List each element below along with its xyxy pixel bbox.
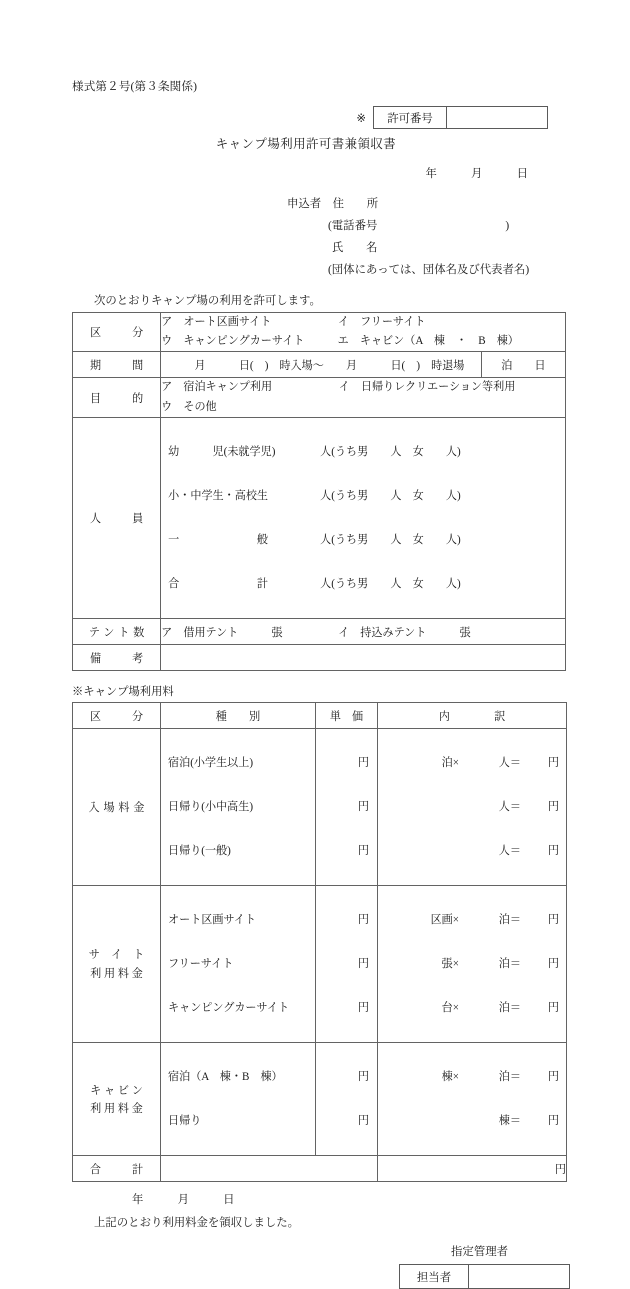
fee-group-label-cabin-line2: 利 用 料 金 [90, 1103, 143, 1116]
applicant-label: 申込者 [287, 198, 322, 210]
row-label-purpose: 目 的 [73, 378, 161, 418]
fee-shubetsu-1-1: フリーサイト [168, 958, 234, 971]
headcount-count-3: 人(うち男 人 女 人) [320, 578, 461, 591]
fee-shubetsu-cell-site [161, 886, 316, 1043]
uchiwake-mid-1-1: 泊＝ [498, 958, 521, 971]
headcount-category-1: 小・中学生・高校生 [168, 490, 269, 503]
fee-tanka-cell-entrance [316, 729, 378, 886]
fee-shubetsu-2-0: 宿泊（A 棟・B 棟） [168, 1071, 283, 1084]
applicant-address-label: 住 所 [332, 198, 379, 210]
applicant-group-note: (団体にあっては、団体名及び代表者名) [328, 263, 530, 276]
permit-number-label: 許可番号 [374, 107, 447, 128]
row-label-period: 期 間 [73, 352, 161, 378]
kubun-option-line-2: ウ キャンピングカーサイト エ キャビン（A 棟 ・ B 棟） [161, 334, 519, 347]
fee-header-tanka: 単 価 [316, 703, 378, 729]
fee-shubetsu-cell-cabin [161, 1043, 316, 1156]
table-row-period [73, 352, 566, 378]
fee-table-header-row [73, 703, 567, 729]
fee-total-spacer[interactable] [161, 1156, 378, 1182]
page-title: キャンプ場利用許可書兼領収書 [215, 137, 397, 151]
uchiwake-right-2-1: 円 [547, 1115, 559, 1128]
form-number: 様式第２号(第３条関係) [72, 80, 198, 93]
fee-shubetsu-2-1: 日帰り [168, 1115, 202, 1128]
headcount-category-3: 合 計 [168, 578, 269, 591]
uchiwake-left-1-2: 台× [441, 1002, 459, 1015]
headcount-category-2: 一 般 [168, 534, 269, 547]
fee-total-unit[interactable]: 円 [378, 1156, 567, 1182]
uchiwake-mid-2-0: 泊＝ [498, 1071, 521, 1084]
permit-number-field[interactable] [447, 107, 547, 128]
uchiwake-mid-1-2: 泊＝ [498, 1002, 521, 1015]
fee-shubetsu-cell-entrance [161, 729, 316, 886]
fee-group-label-site-line2: 利 用 料 金 [90, 968, 143, 981]
applicant-phone-label: (電話番号 [328, 219, 378, 232]
uchiwake-left-1-1: 張× [441, 958, 459, 971]
fee-group-label-site [73, 886, 161, 1043]
fee-shubetsu-0-1: 日帰り(小中高生) [168, 801, 254, 814]
headcount-count-0: 人(うち男 人 女 人) [320, 446, 461, 459]
uchiwake-left-2-0: 棟× [441, 1071, 459, 1084]
charge-person-row [72, 1264, 580, 1289]
period-field[interactable]: 月 日( ) 時入場～ 月 日( ) 時退場 [161, 352, 482, 378]
kubun-option-line-1: ア オート区画サイト イ フリーサイト [161, 315, 426, 328]
row-label-headcount: 人 員 [73, 418, 161, 619]
fee-uchiwake-cell-cabin [378, 1043, 567, 1156]
fee-tanka-1-2[interactable]: 円 [357, 1002, 369, 1015]
table-row-purpose [73, 378, 566, 418]
fee-tanka-2-1[interactable]: 円 [357, 1115, 369, 1128]
fee-uchiwake-cell-site [378, 886, 567, 1043]
uchiwake-right-2-0: 円 [547, 1071, 559, 1084]
table-row-remarks [73, 645, 566, 671]
headcount-count-1: 人(うち男 人 女 人) [320, 490, 461, 503]
purpose-option-line-1: ア 宿泊キャンプ利用 イ 日帰りレクリエーション等利用 [161, 381, 516, 394]
fee-uchiwake-1-2[interactable] [378, 998, 566, 1018]
uchiwake-right-1-0: 円 [547, 914, 559, 927]
headcount-cell [161, 418, 566, 619]
fee-total-label: 合 計 [73, 1156, 161, 1182]
permit-number-box [373, 106, 548, 129]
list-item[interactable] [161, 530, 565, 550]
fee-uchiwake-2-1[interactable] [378, 1111, 566, 1131]
purpose-option-line-2: ウ その他 [161, 400, 217, 413]
fee-shubetsu-0-0: 宿泊(小学生以上) [168, 757, 254, 770]
fee-tanka-1-0[interactable]: 円 [357, 914, 369, 927]
fee-tanka-0-0[interactable]: 円 [357, 757, 369, 770]
manager-label: 指定管理者 [451, 1246, 508, 1259]
fee-total-row [73, 1156, 567, 1182]
asterisk-mark-icon: ※ [356, 112, 366, 125]
fee-tanka-1-1[interactable]: 円 [357, 958, 369, 971]
list-item[interactable] [161, 574, 565, 594]
kubun-options-cell[interactable] [161, 312, 566, 352]
fee-header-shubetsu: 種 別 [161, 703, 316, 729]
fee-group-site [73, 886, 567, 1043]
list-item[interactable] [161, 442, 565, 462]
fee-tanka-cell-cabin [316, 1043, 378, 1156]
fee-shubetsu-1-0: オート区画サイト [168, 914, 256, 927]
uchiwake-mid-0-0: 人＝ [498, 757, 521, 770]
fee-header-kubun: 区 分 [73, 703, 161, 729]
fee-group-label-cabin [73, 1043, 161, 1156]
fee-uchiwake-cell-entrance [378, 729, 567, 886]
uchiwake-right-0-2: 円 [547, 845, 559, 858]
uchiwake-mid-0-2: 人＝ [498, 845, 521, 858]
fee-tanka-0-1[interactable]: 円 [357, 801, 369, 814]
uchiwake-right-0-1: 円 [547, 801, 559, 814]
uchiwake-mid-2-1: 棟＝ [498, 1115, 521, 1128]
fee-shubetsu-1-2: キャンピングカーサイト [168, 1002, 290, 1015]
uchiwake-left-0-0: 泊× [441, 757, 459, 770]
fee-group-label-site-line1: サ イ ト [88, 949, 145, 962]
table-row-headcount [73, 418, 566, 619]
fee-shubetsu-0-2: 日帰り(一般) [168, 845, 231, 858]
lead-sentence: 次のとおりキャンプ場の利用を許可します。 [94, 294, 321, 307]
headcount-count-2: 人(うち男 人 女 人) [320, 534, 461, 547]
fee-uchiwake-1-1[interactable] [378, 954, 566, 974]
table-row-kubun [73, 312, 566, 352]
fee-group-label-cabin-line1: キ ャ ビ ン [90, 1084, 143, 1097]
tent-count-field[interactable]: ア 借用テント 張 イ 持込みテント 張 [161, 619, 566, 645]
table-row-tents [73, 619, 566, 645]
permit-number-row [72, 106, 580, 129]
uchiwake-mid-0-1: 人＝ [498, 801, 521, 814]
uchiwake-mid-1-0: 泊＝ [498, 914, 521, 927]
applicant-block [72, 194, 580, 282]
purpose-options-cell[interactable] [161, 378, 566, 418]
fee-uchiwake-0-1[interactable] [378, 797, 566, 817]
fee-uchiwake-2-0[interactable] [378, 1067, 566, 1087]
uchiwake-right-1-2: 円 [547, 1002, 559, 1015]
fee-group-cabin [73, 1043, 567, 1156]
row-label-kubun: 区 分 [73, 312, 161, 352]
charge-person-label: 担当者 [400, 1265, 469, 1288]
fee-table [72, 702, 567, 1182]
fee-uchiwake-0-0[interactable] [378, 753, 566, 773]
applicant-name-label: 氏 名 [332, 241, 378, 254]
fee-tanka-0-2[interactable]: 円 [357, 845, 369, 858]
remarks-field[interactable] [161, 645, 566, 671]
receipt-statement: 上記のとおり利用料金を領収しました。 [94, 1217, 300, 1230]
fee-group-entrance [73, 729, 567, 886]
fee-uchiwake-1-0[interactable] [378, 910, 566, 930]
fee-uchiwake-0-2[interactable] [378, 841, 566, 861]
uchiwake-left-1-0: 区画× [430, 914, 459, 927]
row-label-tents: テント数 [73, 619, 161, 645]
row-label-remarks: 備 考 [73, 645, 161, 671]
charge-person-box [399, 1264, 570, 1289]
list-item[interactable] [161, 486, 565, 506]
receipt-date-line: 年 月 日 [132, 1194, 235, 1207]
period-nights-field[interactable]: 泊 日 [481, 352, 565, 378]
fee-section-note: ※キャンプ場利用料 [72, 686, 174, 699]
issue-date-line: 年 月 日 [425, 168, 528, 180]
headcount-category-0: 幼 児(未就学児) [168, 446, 276, 459]
uchiwake-right-0-0: 円 [547, 757, 559, 770]
fee-tanka-cell-site [316, 886, 378, 1043]
applicant-phone-close: ) [505, 219, 510, 232]
fee-tanka-2-0[interactable]: 円 [357, 1071, 369, 1084]
charge-person-field[interactable] [469, 1265, 569, 1288]
uchiwake-right-1-1: 円 [547, 958, 559, 971]
permit-details-table [72, 312, 566, 672]
fee-header-uchiwake: 内 訳 [378, 703, 567, 729]
fee-group-label-entrance: 入場料金 [73, 729, 161, 886]
